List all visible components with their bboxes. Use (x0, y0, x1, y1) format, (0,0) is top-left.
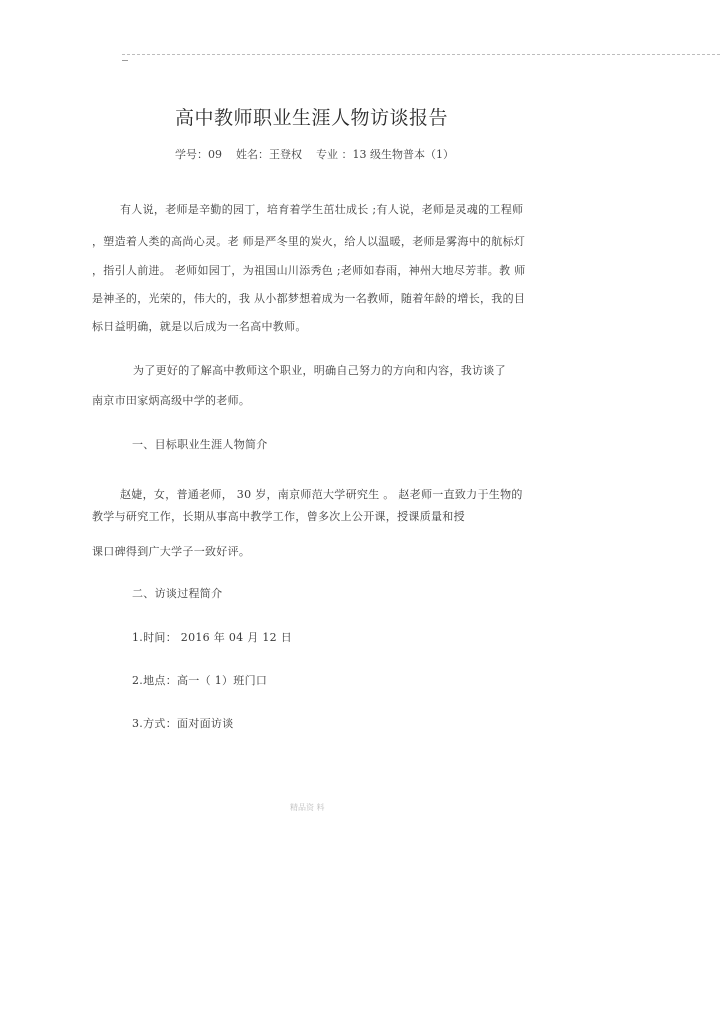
intro-line: ，塑造着人类的高尚心灵。老 师是严冬里的炭火，给人以温暖，老师是雾海中的航标灯 (92, 235, 526, 248)
section-heading-process: 二、访谈过程简介 (132, 587, 223, 600)
intro-line: ，指引人前进。 老师如园丁，为祖国山川添秀色 ;老师如春雨，神州大地尽芳菲。教 师 (92, 264, 526, 277)
header-rule (122, 54, 720, 55)
interview-method: 3.方式：面对面访谈 (132, 717, 234, 730)
profile-line: 赵婕，女，普通老师， 30 岁，南京师范大学研究生 。 赵老师一直致力于生物的 (120, 488, 523, 501)
section-heading-profile: 一、目标职业生涯人物简介 (132, 438, 268, 451)
header-mark (122, 60, 128, 61)
profile-line: 课口碑得到广大学子一致好评。 (92, 545, 251, 558)
student-number: 学号：09 (175, 148, 222, 161)
profile-line: 教学与研究工作，长期从事高中教学工作，曾多次上公开课，授课质量和授 (92, 510, 465, 523)
intro-line: 是神圣的，光荣的，伟大的，我 从小都梦想着成为一名教师，随着年龄的增长，我的目 (92, 292, 526, 305)
purpose-line: 为了更好的了解高中教师这个职业，明确自己努力的方向和内容，我访谈了 (133, 364, 506, 377)
page-footer: 精品资 料 (290, 803, 325, 812)
intro-line: 有人说，老师是辛勤的园丁，培育着学生茁壮成长 ;有人说，老师是灵魂的工程师 (120, 203, 524, 216)
student-name: 姓名：王登权 (236, 148, 302, 161)
student-major: 专业 ：13 级生物普本（1） (316, 148, 454, 161)
purpose-line: 南京市田家炳高级中学的老师。 (92, 394, 251, 407)
student-meta (175, 146, 454, 162)
intro-line: 标日益明确，就是以后成为一名高中教师。 (92, 320, 307, 333)
interview-place: 2.地点：高一（ 1）班门口 (132, 674, 268, 687)
interview-time: 1.时间： 2016 年 04 月 12 日 (132, 631, 293, 644)
document-title: 高中教师职业生涯人物访谈报告 (175, 107, 449, 129)
